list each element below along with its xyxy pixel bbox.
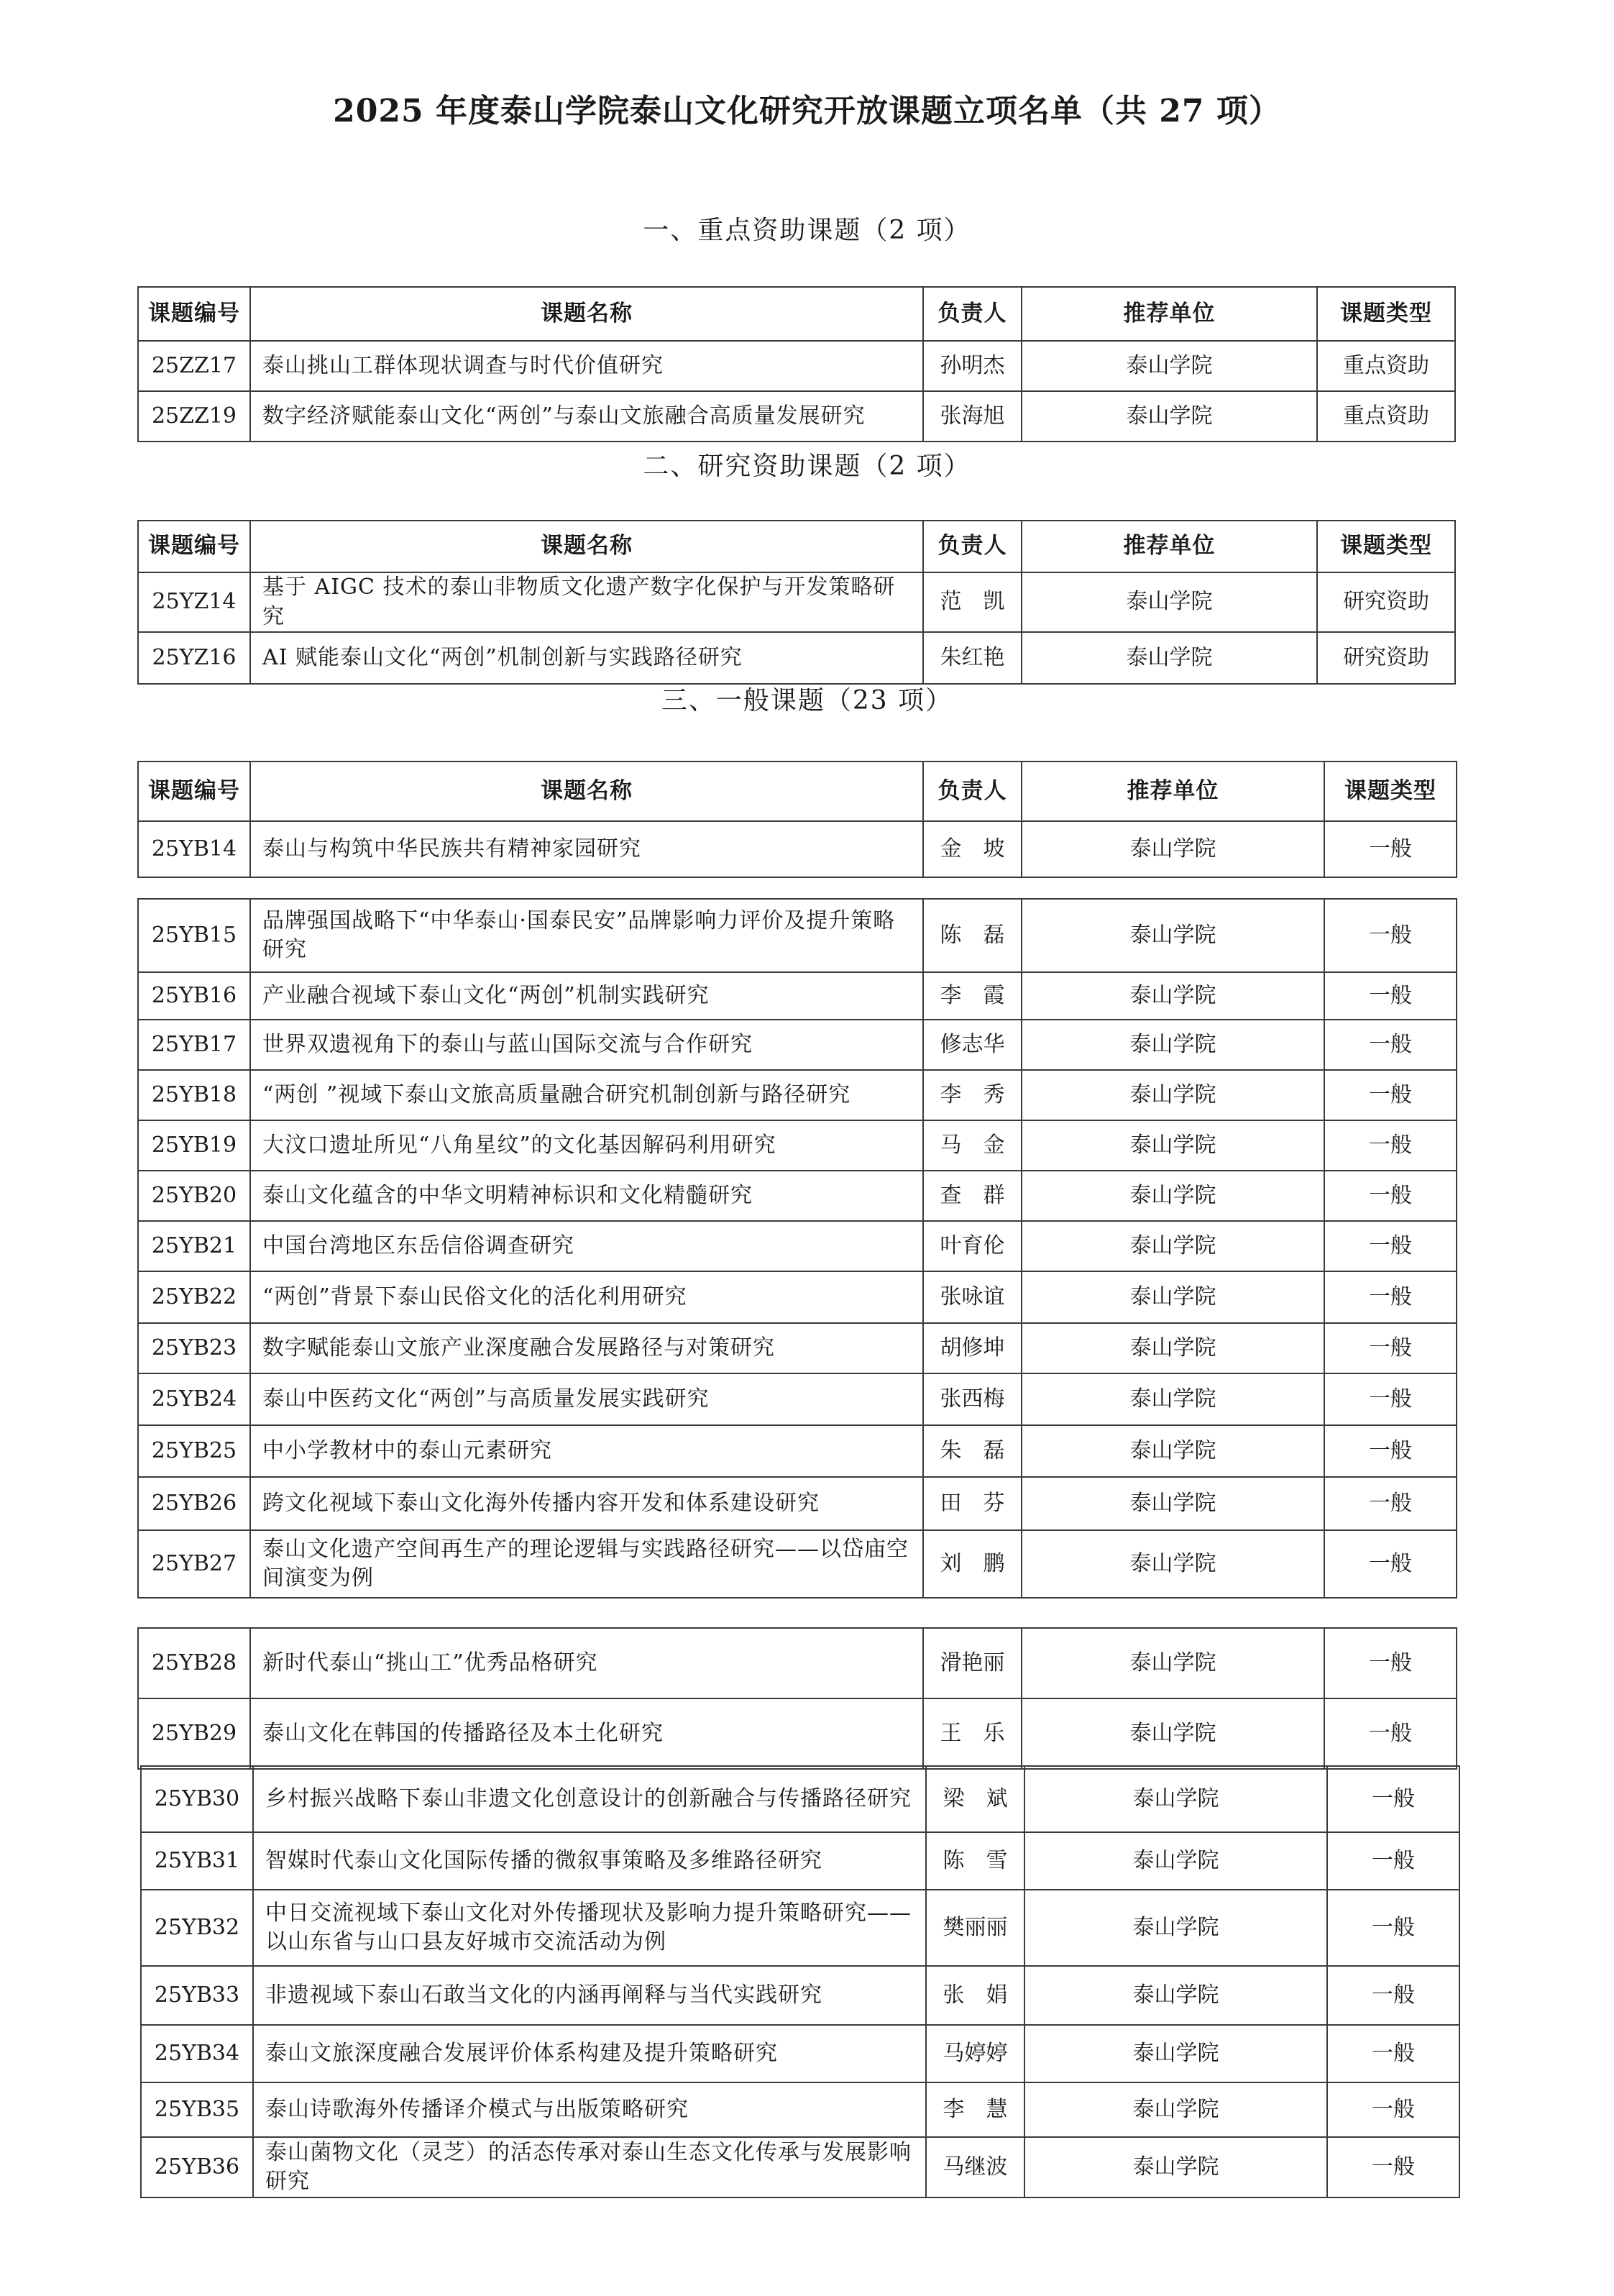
cell-name: 泰山文化遗产空间再生产的理论逻辑与实践路径研究——以岱庙空间演变为例 bbox=[250, 1530, 923, 1598]
cell-person: 田 芬 bbox=[923, 1477, 1022, 1530]
table-header-row bbox=[138, 521, 1455, 572]
cell-type: 一般 bbox=[1324, 1530, 1457, 1598]
table-row bbox=[141, 2082, 1459, 2137]
table-row bbox=[138, 1425, 1457, 1477]
cell-unit: 泰山学院 bbox=[1024, 1966, 1327, 2025]
cell-code: 25YB23 bbox=[138, 1323, 250, 1373]
cell-name: 大汶口遗址所见“八角星纹”的文化基因解码利用研究 bbox=[250, 1120, 923, 1171]
cell-code: 25YB28 bbox=[138, 1628, 250, 1698]
cell-code: 25YB19 bbox=[138, 1120, 250, 1171]
cell-name: 非遗视域下泰山石敢当文化的内涵再阐释与当代实践研究 bbox=[253, 1966, 926, 2025]
table-header-row bbox=[138, 761, 1457, 821]
table-row bbox=[138, 391, 1455, 442]
cell-code: 25YB22 bbox=[138, 1271, 250, 1323]
table-row bbox=[141, 2137, 1459, 2197]
cell-type: 一般 bbox=[1324, 1171, 1457, 1221]
cell-unit: 泰山学院 bbox=[1022, 632, 1317, 684]
section-heading: 三、一般课题（23 项） bbox=[661, 686, 953, 715]
cell-code: 25YB26 bbox=[138, 1477, 250, 1530]
cell-person: 金 坡 bbox=[923, 821, 1022, 877]
cell-unit: 泰山学院 bbox=[1022, 1221, 1324, 1271]
cell-unit: 泰山学院 bbox=[1022, 1120, 1324, 1171]
cell-unit: 泰山学院 bbox=[1022, 1020, 1324, 1070]
cell-person: 朱红艳 bbox=[923, 632, 1022, 684]
cell-type: 一般 bbox=[1324, 1221, 1457, 1271]
cell-code: 25YZ16 bbox=[138, 632, 250, 684]
cell-name: 中小学教材中的泰山元素研究 bbox=[250, 1425, 923, 1477]
cell-code: 25YB18 bbox=[138, 1070, 250, 1120]
cell-type: 一般 bbox=[1324, 1271, 1457, 1323]
cell-unit: 泰山学院 bbox=[1022, 572, 1317, 632]
cell-type: 一般 bbox=[1324, 1323, 1457, 1373]
table-row bbox=[138, 1221, 1457, 1271]
cell-name: 泰山诗歌海外传播译介模式与出版策略研究 bbox=[253, 2082, 926, 2137]
cell-type: 一般 bbox=[1324, 1628, 1457, 1698]
cell-person: 叶育伦 bbox=[923, 1221, 1022, 1271]
cell-type: 一般 bbox=[1327, 2082, 1459, 2137]
cell-code: 25YB33 bbox=[141, 1966, 253, 2025]
column-header-type: 课题类型 bbox=[1324, 761, 1457, 821]
cell-unit: 泰山学院 bbox=[1022, 341, 1317, 391]
cell-person: 朱 磊 bbox=[923, 1425, 1022, 1477]
column-header-type: 课题类型 bbox=[1317, 521, 1455, 572]
cell-person: 孙明杰 bbox=[923, 341, 1022, 391]
cell-name: 泰山文旅深度融合发展评价体系构建及提升策略研究 bbox=[253, 2025, 926, 2082]
table-row bbox=[138, 1271, 1457, 1323]
cell-code: 25ZZ17 bbox=[138, 341, 250, 391]
table-row bbox=[138, 1120, 1457, 1171]
cell-person: 陈 磊 bbox=[923, 899, 1022, 972]
table-row bbox=[138, 1373, 1457, 1425]
table-row bbox=[138, 972, 1457, 1020]
cell-person: 李 霞 bbox=[923, 972, 1022, 1020]
project-table bbox=[137, 898, 1457, 1598]
cell-person: 刘 鹏 bbox=[923, 1530, 1022, 1598]
table-row bbox=[138, 341, 1455, 391]
cell-name: 泰山文化蕴含的中华文明精神标识和文化精髓研究 bbox=[250, 1171, 923, 1221]
table-row bbox=[141, 1766, 1459, 1832]
cell-unit: 泰山学院 bbox=[1022, 899, 1324, 972]
cell-person: 范 凯 bbox=[923, 572, 1022, 632]
column-header-name: 课题名称 bbox=[250, 521, 923, 572]
cell-type: 一般 bbox=[1324, 972, 1457, 1020]
cell-person: 樊丽丽 bbox=[926, 1890, 1024, 1966]
cell-person: 李 慧 bbox=[926, 2082, 1024, 2137]
cell-code: 25YB29 bbox=[138, 1698, 250, 1769]
table-row bbox=[138, 1323, 1457, 1373]
table-row bbox=[141, 1966, 1459, 2025]
table-row bbox=[138, 899, 1457, 972]
cell-unit: 泰山学院 bbox=[1024, 1766, 1327, 1832]
cell-code: 25YB14 bbox=[138, 821, 250, 877]
project-table bbox=[137, 520, 1456, 685]
cell-type: 重点资助 bbox=[1317, 341, 1455, 391]
cell-person: 张 娟 bbox=[926, 1966, 1024, 2025]
column-header-unit: 推荐单位 bbox=[1022, 521, 1317, 572]
cell-code: 25YB25 bbox=[138, 1425, 250, 1477]
cell-unit: 泰山学院 bbox=[1022, 972, 1324, 1020]
table-header-row bbox=[138, 287, 1455, 341]
cell-code: 25YB24 bbox=[138, 1373, 250, 1425]
table-row bbox=[138, 1020, 1457, 1070]
cell-unit: 泰山学院 bbox=[1022, 1070, 1324, 1120]
table-row bbox=[141, 1890, 1459, 1966]
cell-name: 泰山菌物文化（灵芝）的活态传承对泰山生态文化传承与发展影响研究 bbox=[253, 2137, 926, 2197]
cell-type: 一般 bbox=[1327, 2025, 1459, 2082]
cell-code: 25YB16 bbox=[138, 972, 250, 1020]
cell-name: 基于 AIGC 技术的泰山非物质文化遗产数字化保护与开发策略研究 bbox=[250, 572, 923, 632]
column-header-name: 课题名称 bbox=[250, 287, 923, 341]
cell-person: 修志华 bbox=[923, 1020, 1022, 1070]
column-header-code: 课题编号 bbox=[138, 521, 250, 572]
column-header-name: 课题名称 bbox=[250, 761, 923, 821]
cell-unit: 泰山学院 bbox=[1022, 1628, 1324, 1698]
table-row bbox=[138, 1628, 1457, 1698]
project-table bbox=[137, 286, 1456, 442]
cell-name: 中日交流视域下泰山文化对外传播现状及影响力提升策略研究——以山东省与山口县友好城市交流活动为例 bbox=[253, 1890, 926, 1966]
cell-unit: 泰山学院 bbox=[1022, 391, 1317, 442]
cell-code: 25YB34 bbox=[141, 2025, 253, 2082]
table-row bbox=[138, 1477, 1457, 1530]
table-row bbox=[138, 1171, 1457, 1221]
cell-name: AI 赋能泰山文化“两创”机制创新与实践路径研究 bbox=[250, 632, 923, 684]
cell-person: 梁 斌 bbox=[926, 1766, 1024, 1832]
cell-type: 研究资助 bbox=[1317, 632, 1455, 684]
cell-unit: 泰山学院 bbox=[1024, 1832, 1327, 1890]
column-header-code: 课题编号 bbox=[138, 287, 250, 341]
cell-type: 一般 bbox=[1324, 899, 1457, 972]
table-row bbox=[138, 1530, 1457, 1598]
cell-type: 一般 bbox=[1324, 1425, 1457, 1477]
cell-type: 一般 bbox=[1324, 1070, 1457, 1120]
cell-person: 陈 雪 bbox=[926, 1832, 1024, 1890]
cell-person: 李 秀 bbox=[923, 1070, 1022, 1120]
page-title: 2025 年度泰山学院泰山文化研究开放课题立项名单（共 27 项） bbox=[333, 93, 1281, 129]
cell-code: 25YZ14 bbox=[138, 572, 250, 632]
cell-unit: 泰山学院 bbox=[1022, 1425, 1324, 1477]
cell-code: 25YB36 bbox=[141, 2137, 253, 2197]
cell-name: 智媒时代泰山文化国际传播的微叙事策略及多维路径研究 bbox=[253, 1832, 926, 1890]
cell-person: 张海旭 bbox=[923, 391, 1022, 442]
cell-code: 25YB32 bbox=[141, 1890, 253, 1966]
column-header-person: 负责人 bbox=[923, 287, 1022, 341]
cell-unit: 泰山学院 bbox=[1024, 2082, 1327, 2137]
cell-type: 一般 bbox=[1327, 2137, 1459, 2197]
cell-type: 一般 bbox=[1324, 821, 1457, 877]
cell-unit: 泰山学院 bbox=[1024, 2025, 1327, 2082]
cell-person: 张咏谊 bbox=[923, 1271, 1022, 1323]
cell-name: 泰山中医药文化“两创”与高质量发展实践研究 bbox=[250, 1373, 923, 1425]
table-row bbox=[141, 2025, 1459, 2082]
cell-person: 胡修坤 bbox=[923, 1323, 1022, 1373]
cell-type: 研究资助 bbox=[1317, 572, 1455, 632]
cell-type: 一般 bbox=[1324, 1020, 1457, 1070]
column-header-unit: 推荐单位 bbox=[1022, 761, 1324, 821]
cell-name: 数字赋能泰山文旅产业深度融合发展路径与对策研究 bbox=[250, 1323, 923, 1373]
column-header-code: 课题编号 bbox=[138, 761, 250, 821]
cell-unit: 泰山学院 bbox=[1022, 1323, 1324, 1373]
cell-code: 25YB27 bbox=[138, 1530, 250, 1598]
column-header-person: 负责人 bbox=[923, 761, 1022, 821]
cell-person: 滑艳丽 bbox=[923, 1628, 1022, 1698]
cell-type: 一般 bbox=[1327, 1966, 1459, 2025]
cell-name: “两创 ”视域下泰山文旅高质量融合研究机制创新与路径研究 bbox=[250, 1070, 923, 1120]
cell-unit: 泰山学院 bbox=[1022, 1171, 1324, 1221]
cell-code: 25YB15 bbox=[138, 899, 250, 972]
column-header-person: 负责人 bbox=[923, 521, 1022, 572]
cell-unit: 泰山学院 bbox=[1022, 1530, 1324, 1598]
cell-unit: 泰山学院 bbox=[1022, 1271, 1324, 1323]
cell-code: 25ZZ19 bbox=[138, 391, 250, 442]
cell-person: 张西梅 bbox=[923, 1373, 1022, 1425]
cell-name: 产业融合视域下泰山文化“两创”机制实践研究 bbox=[250, 972, 923, 1020]
table-row bbox=[138, 1698, 1457, 1769]
table-row bbox=[141, 1832, 1459, 1890]
cell-name: 中国台湾地区东岳信俗调查研究 bbox=[250, 1221, 923, 1271]
section-heading: 一、重点资助课题（2 项） bbox=[643, 216, 971, 245]
cell-type: 一般 bbox=[1324, 1120, 1457, 1171]
cell-code: 25YB21 bbox=[138, 1221, 250, 1271]
cell-unit: 泰山学院 bbox=[1024, 1890, 1327, 1966]
cell-name: 品牌强国战略下“中华泰山·国泰民安”品牌影响力评价及提升策略研究 bbox=[250, 899, 923, 972]
column-header-type: 课题类型 bbox=[1317, 287, 1455, 341]
table-row bbox=[138, 632, 1455, 684]
cell-unit: 泰山学院 bbox=[1022, 1373, 1324, 1425]
cell-code: 25YB20 bbox=[138, 1171, 250, 1221]
cell-name: “两创”背景下泰山民俗文化的活化利用研究 bbox=[250, 1271, 923, 1323]
project-table bbox=[140, 1765, 1460, 2198]
cell-unit: 泰山学院 bbox=[1024, 2137, 1327, 2197]
table-row bbox=[138, 572, 1455, 632]
cell-name: 世界双遗视角下的泰山与蓝山国际交流与合作研究 bbox=[250, 1020, 923, 1070]
cell-type: 重点资助 bbox=[1317, 391, 1455, 442]
cell-name: 泰山文化在韩国的传播路径及本土化研究 bbox=[250, 1698, 923, 1769]
cell-code: 25YB35 bbox=[141, 2082, 253, 2137]
cell-name: 数字经济赋能泰山文化“两创”与泰山文旅融合高质量发展研究 bbox=[250, 391, 923, 442]
cell-name: 乡村振兴战略下泰山非遗文化创意设计的创新融合与传播路径研究 bbox=[253, 1766, 926, 1832]
cell-code: 25YB17 bbox=[138, 1020, 250, 1070]
cell-name: 跨文化视域下泰山文化海外传播内容开发和体系建设研究 bbox=[250, 1477, 923, 1530]
cell-unit: 泰山学院 bbox=[1022, 1698, 1324, 1769]
cell-name: 新时代泰山“挑山工”优秀品格研究 bbox=[250, 1628, 923, 1698]
cell-type: 一般 bbox=[1324, 1698, 1457, 1769]
project-table bbox=[137, 1627, 1457, 1770]
cell-type: 一般 bbox=[1324, 1477, 1457, 1530]
cell-name: 泰山与构筑中华民族共有精神家园研究 bbox=[250, 821, 923, 877]
table-row bbox=[138, 1070, 1457, 1120]
section-heading: 二、研究资助课题（2 项） bbox=[643, 452, 971, 481]
cell-unit: 泰山学院 bbox=[1022, 1477, 1324, 1530]
cell-code: 25YB30 bbox=[141, 1766, 253, 1832]
cell-person: 王 乐 bbox=[923, 1698, 1022, 1769]
cell-type: 一般 bbox=[1327, 1832, 1459, 1890]
cell-person: 马婷婷 bbox=[926, 2025, 1024, 2082]
cell-name: 泰山挑山工群体现状调查与时代价值研究 bbox=[250, 341, 923, 391]
cell-code: 25YB31 bbox=[141, 1832, 253, 1890]
cell-person: 查 群 bbox=[923, 1171, 1022, 1221]
cell-type: 一般 bbox=[1324, 1373, 1457, 1425]
column-header-unit: 推荐单位 bbox=[1022, 287, 1317, 341]
cell-person: 马继波 bbox=[926, 2137, 1024, 2197]
project-table bbox=[137, 761, 1457, 878]
cell-unit: 泰山学院 bbox=[1022, 821, 1324, 877]
table-row bbox=[138, 821, 1457, 877]
cell-type: 一般 bbox=[1327, 1890, 1459, 1966]
cell-type: 一般 bbox=[1327, 1766, 1459, 1832]
cell-person: 马 金 bbox=[923, 1120, 1022, 1171]
